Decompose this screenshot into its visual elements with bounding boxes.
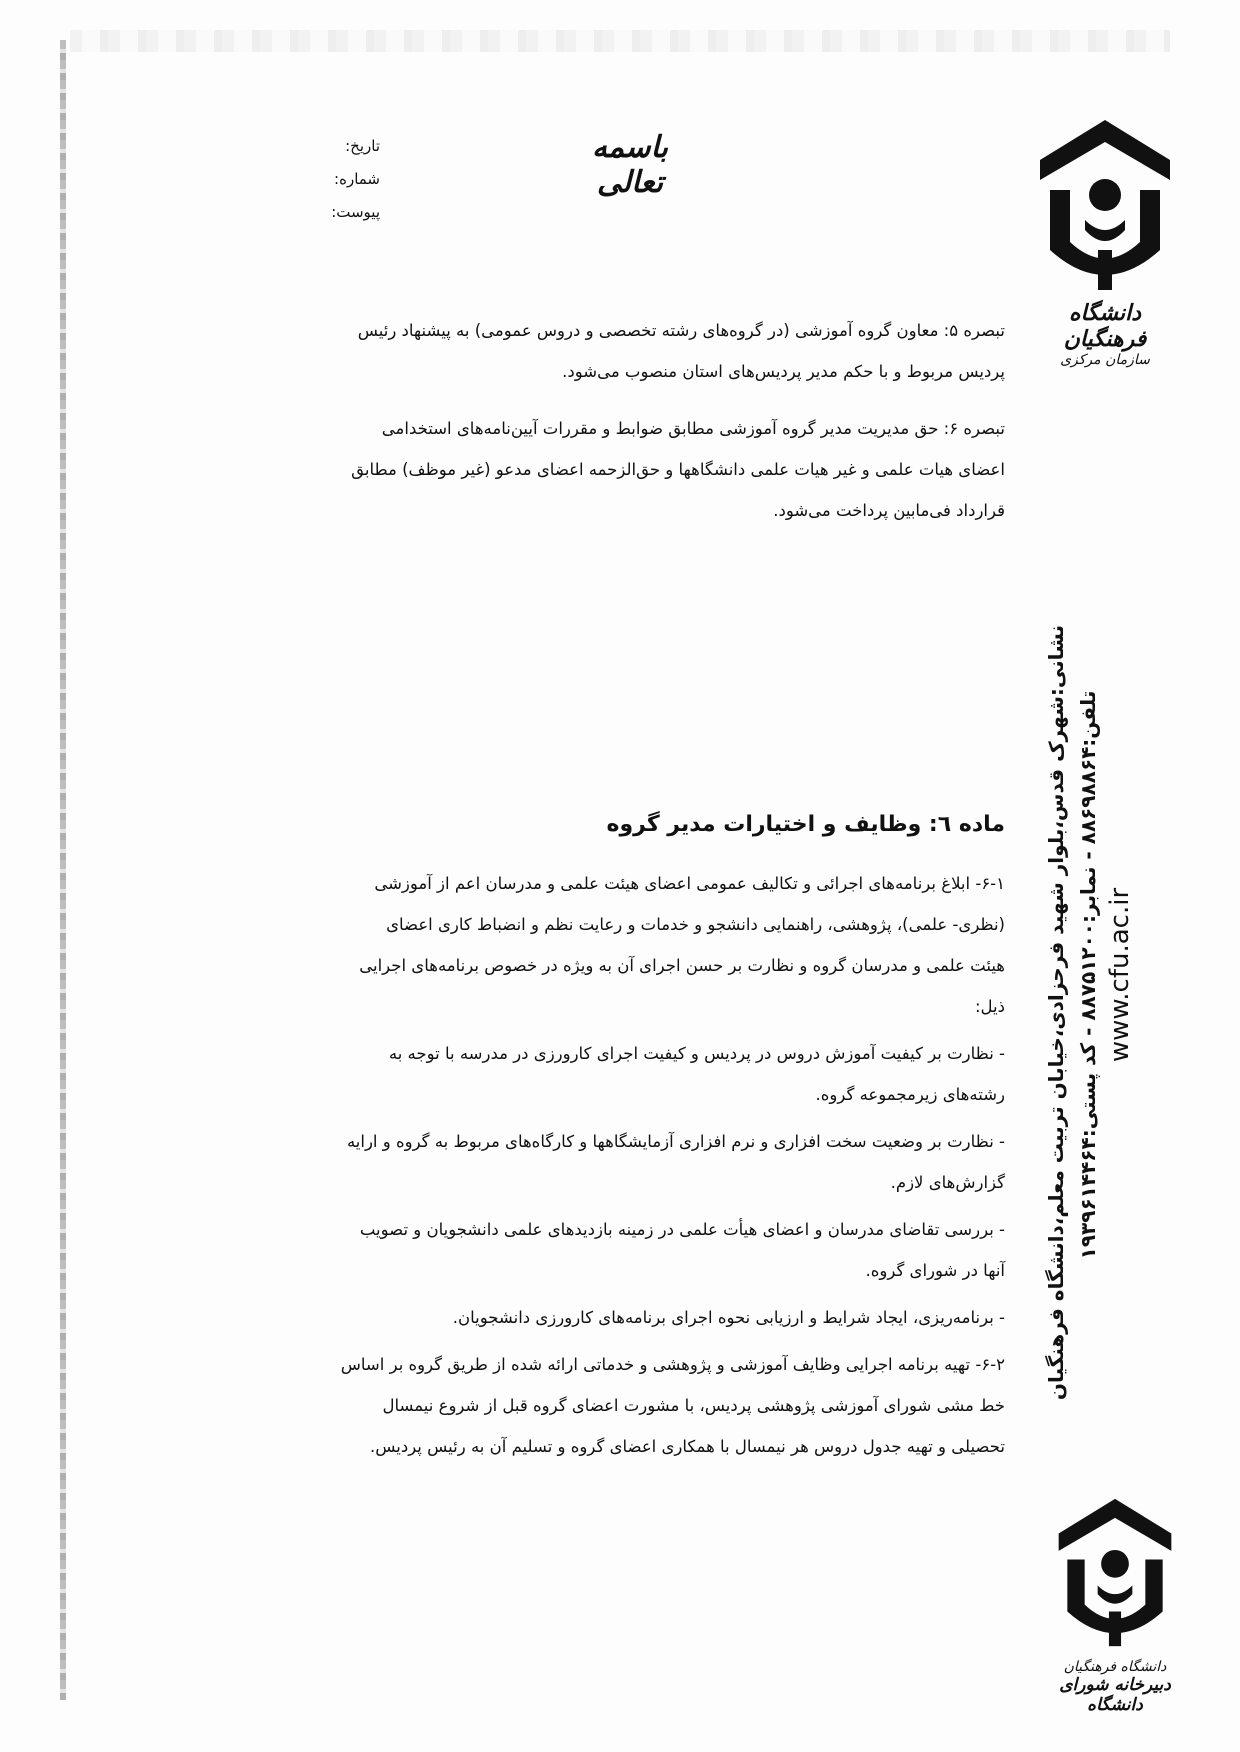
date-label: تاریخ:	[345, 137, 380, 155]
logo-top-name: دانشگاه فرهنگیان	[1063, 300, 1147, 352]
bullet-1-line-2: رشته‌های زیرمجموعه گروه.	[815, 1085, 1005, 1104]
article-6-title: ماده ٦: وظایف و اختیارات مدیر گروه	[606, 812, 1005, 837]
bullet-2	[180, 1121, 1005, 1203]
bullet-1-line-1: - نظارت بر کیفیت آموزش دروس در پردیس و کیفیت اجرای کارورزی در مدرسه با توجه به	[388, 1044, 1005, 1063]
website-text: www.cfu.ac.ir	[1105, 887, 1135, 1063]
basmala: باسمه تعالی	[591, 130, 669, 200]
address-strip	[1040, 625, 1140, 1401]
letter-meta	[270, 130, 380, 229]
note-5	[180, 310, 1005, 392]
bullet-3	[180, 1209, 1005, 1291]
scan-left-edge	[60, 40, 66, 1700]
item-6-1	[180, 863, 1005, 1027]
bullet-3-line-1: - بررسی تقاضای مدرسان و اعضای هیأت علمی در زمینه بازدیدهای علمی دانشجویان و تصویب	[359, 1220, 1005, 1239]
university-logo-top	[1030, 110, 1180, 368]
number-label: شماره:	[334, 170, 380, 188]
item-6-1-line-3: هیئت علمی و مدرسان گروه و نظارت بر حسن اجرای آن به ویژه در خصوص برنامه‌های اجرایی	[359, 956, 1005, 975]
scan-top-noise	[70, 30, 1170, 52]
bullet-1	[180, 1033, 1005, 1115]
attachment-label: پیوست:	[331, 203, 380, 221]
address-text: نشانی:شهرک قدس،بلوار شهید فرحزادی،خیابان تربیت معلم،دانشگاه فرهنگیان	[1044, 625, 1068, 1401]
note-6-line-2: اعضای هیات علمی و غیر هیات علمی دانشگاهها و حق‌الزحمه اعضای مدعو (غیر موظف) مطابق	[351, 460, 1005, 479]
item-6-2-line-3: تحصیلی و تهیه جدول دروس هر نیمسال با همکاری اعضای گروه و تسلیم آن به رئیس پردیس.	[369, 1437, 1005, 1456]
note-6-line-3: قرارداد فی‌مابین پرداخت می‌شود.	[773, 501, 1005, 520]
university-emblem-icon	[1030, 110, 1180, 300]
note-6-line-1: تبصره ۶: حق مدیریت مدیر گروه آموزشی مطابق ضوابط و مقررات آیین‌نامه‌های استخدامی	[381, 419, 1005, 438]
note-5-line-2: پردیس مربوط و با حکم مدیر پردیس‌های استان منصوب می‌شود.	[562, 362, 1005, 381]
council-emblem-icon	[1050, 1490, 1180, 1655]
item-6-2	[180, 1344, 1005, 1467]
note-6	[180, 408, 1005, 531]
item-6-1-line-1: ۶-۱- ابلاغ برنامه‌های اجرائی و تکالیف عمومی اعضای هیئت علمی و مدرسان اعم از آموزشی	[374, 874, 1005, 893]
note-5-line-1: تبصره ۵: معاون گروه آموزشی (در گروه‌های رشته تخصصی و دروس عمومی) به پیشنهاد رئیس	[357, 321, 1005, 340]
logo-bottom-name: دانشگاه فرهنگیان	[1063, 1659, 1167, 1675]
bullet-2-line-1: - نظارت بر وضعیت سخت افزاری و نرم افزاری آزمایشگاهها و کارگاه‌های مربوط به گروه و ارایه	[346, 1132, 1005, 1151]
document-body	[180, 310, 1005, 1483]
logo-top-subtitle: سازمان مرکزی	[1060, 352, 1150, 368]
item-6-1-line-4: ذیل:	[975, 997, 1005, 1016]
phones-text: تلفن:۸۸۶۹۸۸۶۴ - نمابر:۸۸۷۵۱۲۰۰ - کد پستی:۱۹۳۹۶۱۴۴۶۴	[1076, 690, 1100, 1260]
university-logo-bottom	[1050, 1490, 1180, 1730]
item-6-2-line-2: خط مشی شورای آموزشی پژوهشی پردیس، با مشورت اعضای گروه قبل از شروع نیمسال	[382, 1396, 1005, 1415]
bullet-4	[180, 1297, 1005, 1338]
item-6-2-line-1: ۶-۲- تهیه برنامه اجرایی وظایف آموزشی و پژوهشی و خدماتی ارائه شده از طریق گروه بر اساس	[340, 1355, 1005, 1374]
logo-bottom-subtitle: دبیرخانه شورای دانشگاه	[1059, 1675, 1171, 1715]
bullet-4-line-1: - برنامه‌ریزی، ایجاد شرایط و ارزیابی نحوه اجرای برنامه‌های کارورزی دانشجویان.	[452, 1308, 1005, 1327]
item-6-1-line-2: (نظری- علمی)، پژوهشی، راهنمایی دانشجو و خدمات و رعایت نظم و انضباط کاری اعضای	[386, 915, 1005, 934]
bullet-2-line-2: گزارش‌های لازم.	[890, 1173, 1005, 1192]
bullet-3-line-2: آنها در شورای گروه.	[865, 1261, 1005, 1280]
address-strip-rotated	[1040, 625, 1140, 1401]
spacer	[180, 547, 1005, 805]
